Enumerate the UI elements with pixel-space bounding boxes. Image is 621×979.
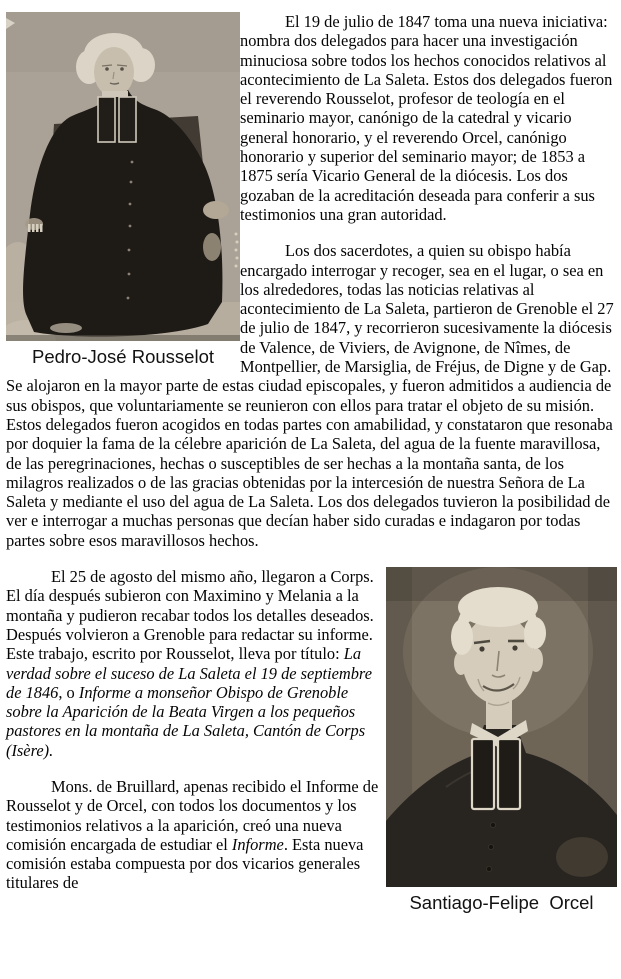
figure-orcel: [386, 567, 617, 915]
paragraph-4: Mons. de Bruillard, apenas recibido el Informe de Rousselot y de Orcel, con todos los documentos y los testimonios relativos a la aparición, creó una nueva comisión encargada de estudiar el Informe. Esta nueva comisión estaba compuesta por dos vicarios generales titulares de: [6, 776, 379, 893]
figure-rousselot: [6, 12, 240, 369]
paragraph-3: El 25 de agosto del mismo año, llegaron a Corps. El día después subieron con Maximino y Melania a la montaña y pudieron recabar todos los detalles deseados. Después volvieron a Grenoble para redactar su informe. Este trabajo, escrito por Rousselot, lleva por título: La verdad sobre el suceso de La Saleta el 19 de septiembre de 1846, o Informe a monseñor Obispo de Grenoble sobre la Aparición de la Beata Virgen a los pequeños pastores en la montaña de La Saleta, Cantón de Corps (Isère).: [6, 567, 374, 760]
rousselot-caption: Pedro-José Rousselot: [31, 346, 214, 367]
paragraph-1: El 19 de julio de 1847 toma una nueva iniciativa: nombra dos delegados para hacer una investigación minuciosa sobre todos los hechos conocidos relativos al acontecimiento de La Saleta. Estos dos delegados fueron el reverendo Rousselot, profesor de teología en el seminario mayor, canónigo de la catedral y vicario general honorario, y el reverendo Orcel, canónigo honorario y superior del seminario mayor; de 1853 a 1875 sería Vicario General de la diócesis. Los dos gozaban de la acreditación deseada para conferir a sus testimonios una gran autoridad.: [240, 12, 613, 224]
paragraph-2: Los dos sacerdotes, a quien su obispo había encargado interrogar y recoger, sea en el lugar, o sea en los alrededores, todas las noticias relativas al acontecimiento de La Saleta, partieron de Grenoble el 27 de julio de 1847, y recorrieron sucesivamente la diócesis de Valence, de Viviers, de Avignone, de Nîmes, de Montpellier, de Marsiglia, de Fréjus, de Digne y de Gap. Se alojaron en la mayor parte de estas ciudad episcopales, y fueron admitidos a audiencia de sus obispos, que voluntariamente se reunieron con ellos para tratar el objeto de su misión. Estos delegados fueron acogidos en todas partes con amabilidad, y constataron que resonaba por doquier la fama de la célebre aparición de La Saleta, del agua de la fuente maravillosa, de las peregrinaciones, hechas o susceptibles de ser hechas a la montaña santa, de los milagros realizados o de las gracias obtenidas por la intercesión de nuestra Señora de La Saleta y mediante el uso del agua de La Saleta. Los dos delegados tuvieron la posibilidad de ver e interrogar a muchas personas que decían haber sido curadas e indagaron por todas partes sobre esos maravillosos hechos.: [6, 241, 614, 550]
rousselot-portrait-photo: [6, 12, 240, 341]
face: [94, 47, 134, 97]
orcel-portrait-photo: [386, 567, 617, 887]
orcel-caption: Santiago-Felipe Orcel: [409, 892, 594, 914]
